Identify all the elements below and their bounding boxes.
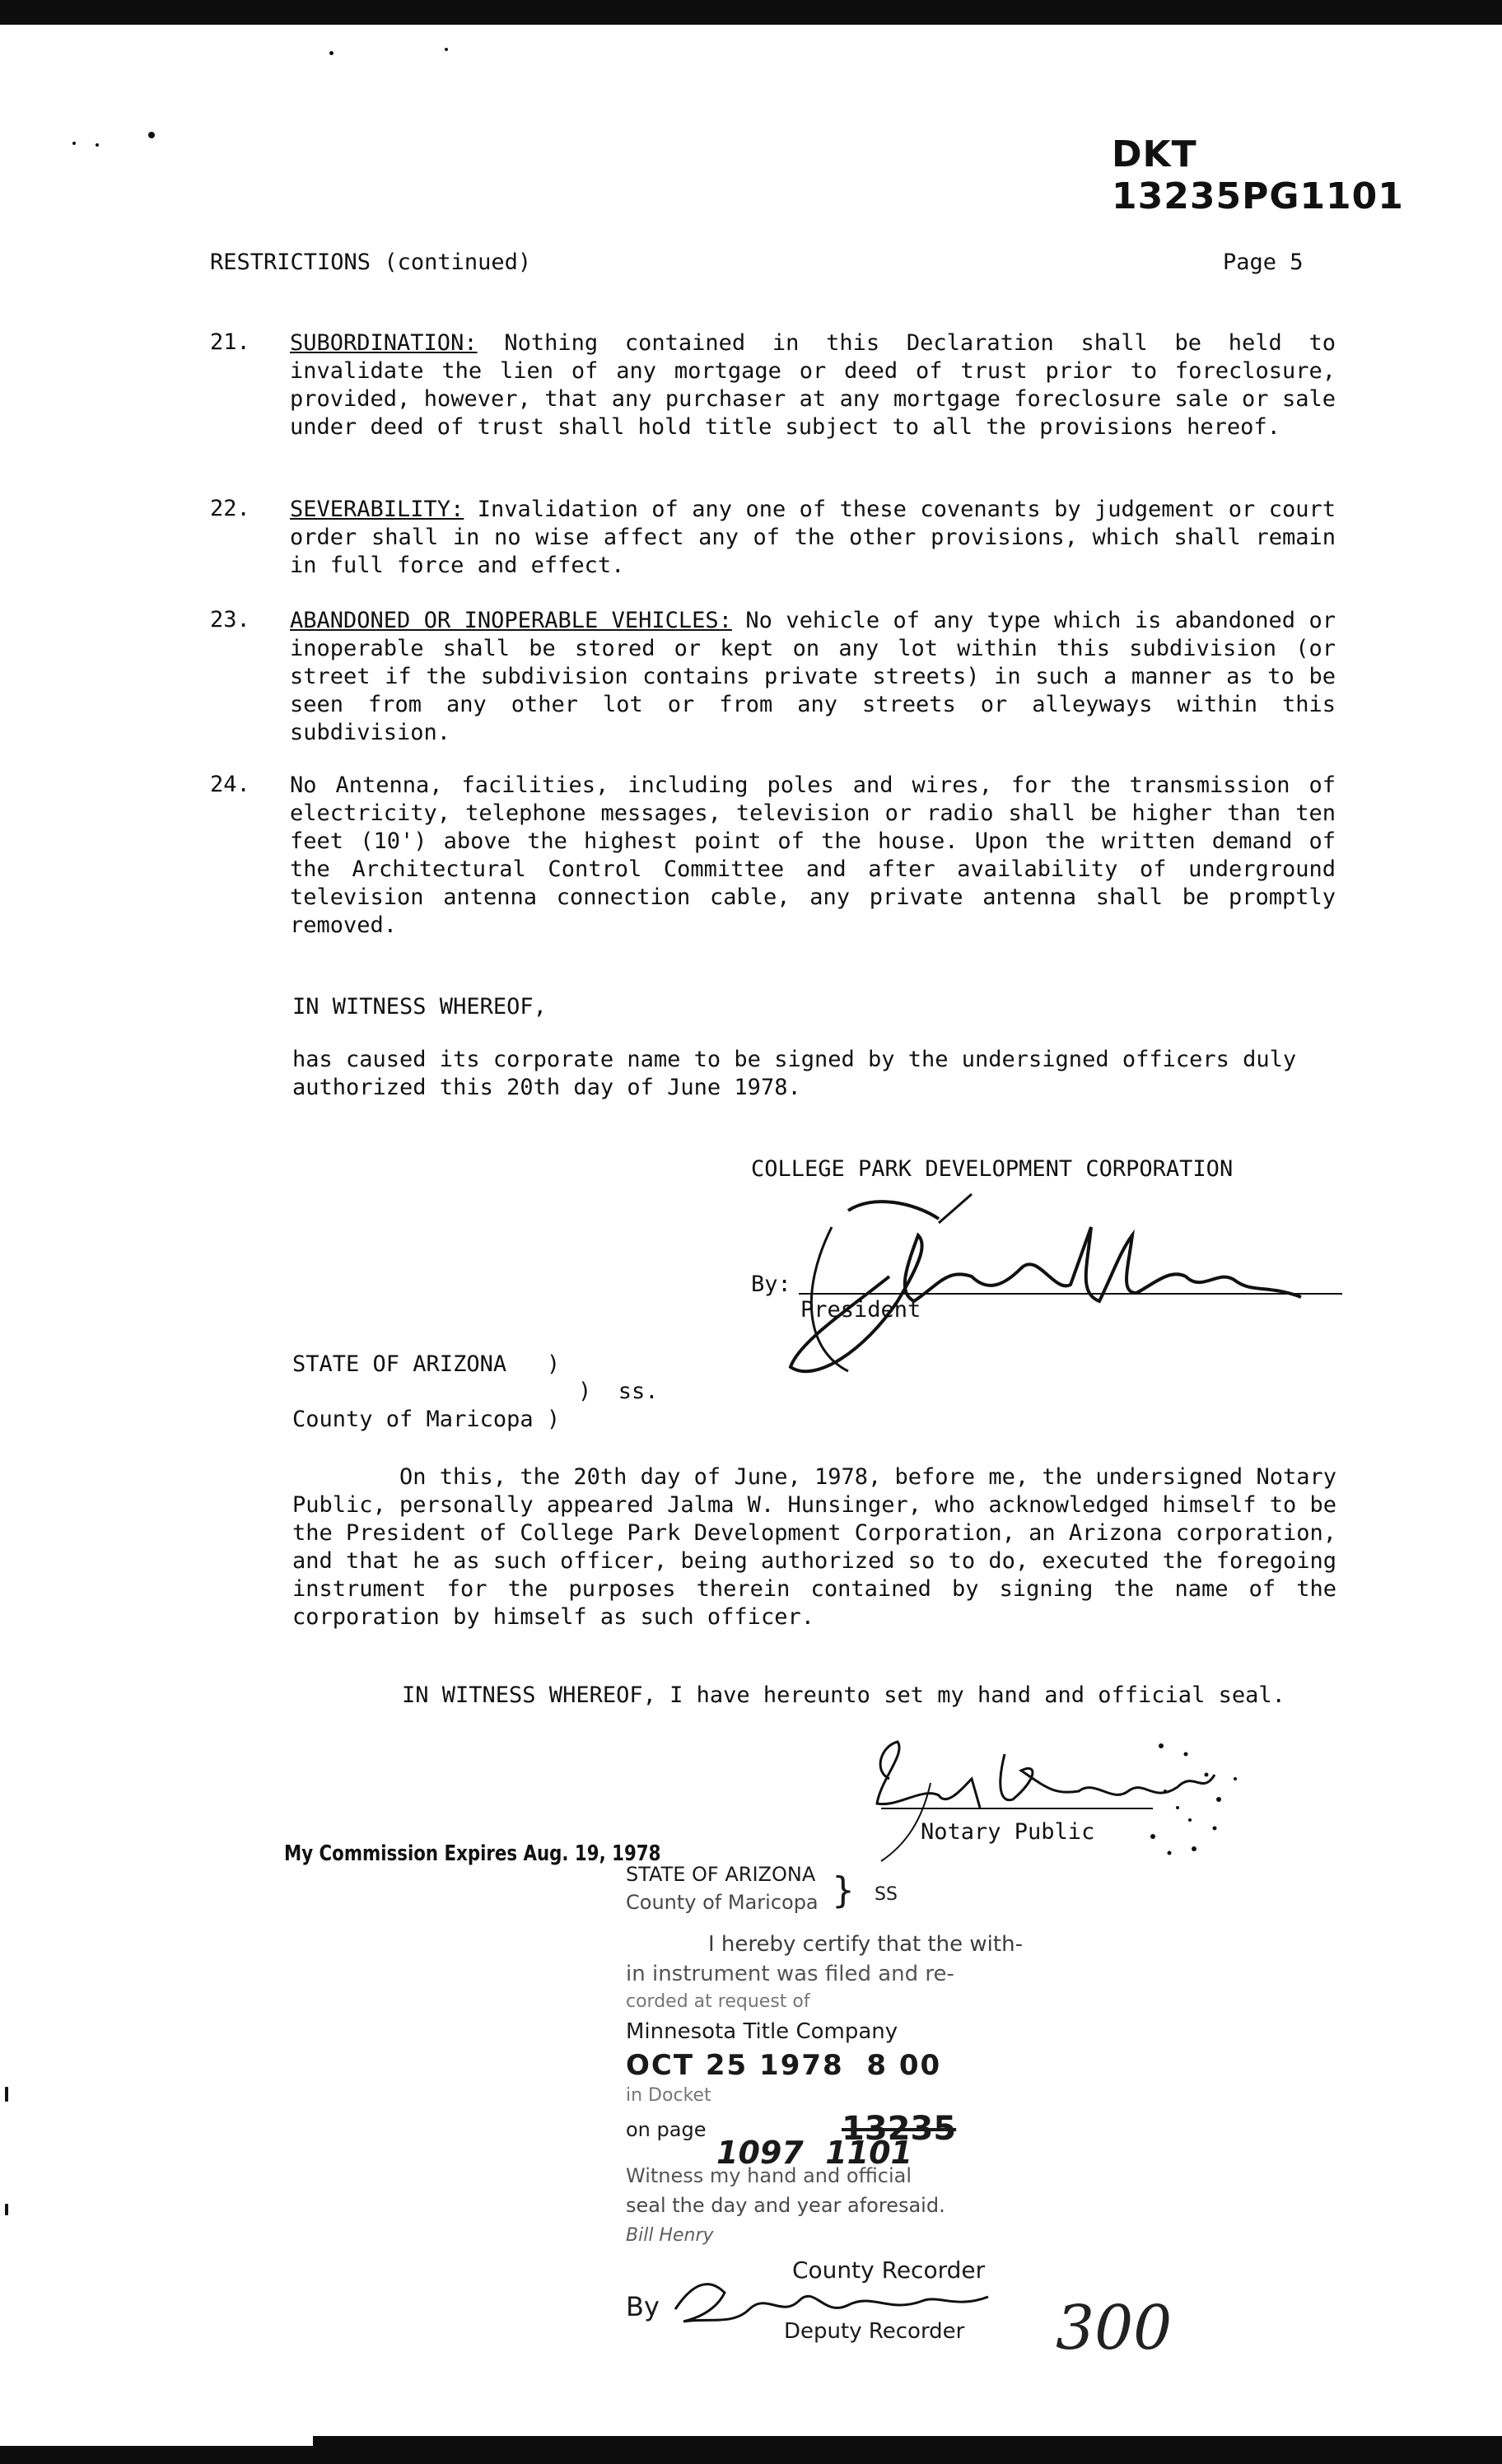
county-recorder-label: County Recorder [792,2256,986,2284]
recorder-name: Bill Henry [626,2225,714,2246]
venue-state: STATE OF ARIZONA ) [292,1351,561,1377]
item-paragraph [290,329,1336,441]
title-company: Minnesota Title Company [626,2019,898,2044]
item-number: 21. [210,329,250,355]
recording-brace: } [832,1869,855,1911]
recording-ss: SS [875,1884,898,1905]
notary-signature-line [881,1808,1153,1809]
item-text: Nothing contained in this Declaration shall be held to invalidate the lien of any mortgage or deed of trust prior to foreclosure, provided, however, that any purchaser at any mortgage foreclosure sale or sale under deed of trust shall hold title subject to all the provisions hereof. [290,330,1336,440]
recording-line: in Docket [626,2085,711,2106]
deputy-recorder-label: Deputy Recorder [784,2319,965,2344]
notary-witness-line: IN WITNESS WHEREOF, I have hereunto set my hand and official seal. [402,1682,1285,1708]
page-number: Page 5 [1223,250,1304,275]
recording-line: corded at request of [626,1991,810,2012]
scan-speck [5,2087,8,2102]
item-paragraph [290,496,1336,580]
recording-state: STATE OF ARIZONA [626,1863,816,1886]
scan-speck [5,2204,8,2215]
recording-date-stamp: OCT 25 1978 8 00 [626,2049,942,2082]
commission-expiration: My Commission Expires Aug. 19, 1978 [284,1841,661,1866]
witness-text: has caused its corporate name to be signed by the undersigned officers duly authorized this 20th day of June 1978. [292,1047,1297,1100]
scan-edge-bottom-left [0,2446,313,2464]
item-text: Invalidation of any one of these covenants by judgement or court order shall in no wise affect any of the other provisions, which shall remain in full force and effect. [290,497,1336,578]
signer-title: President [800,1297,921,1323]
acknowledgment-paragraph: On this, the 20th day of June, 1978, before me, the undersigned Notary Public, personally appeared Jalma W. Hunsinger, who acknowledged himself to be the President of College Park Development Corporation, an Arizona corporation, and that he as such officer, being authorized so to do, executed the foregoing instrument for the purposes therein contained by signing the name of the corporation by himself as such officer. [292,1464,1336,1630]
item-label: SUBORDINATION: [290,330,478,356]
handwritten-number: 300 [1056,2293,1173,2364]
scan-edge-bottom [313,2436,1502,2464]
signed-by-label: By: [751,1272,791,1297]
item-text: No Antenna, facilities, including poles and wires, for the transmission of electricity, telephone messages, television or radio shall be higher than ten feet (10') above the highest point of the house. Upon the written demand of the Architectural Control Committee and after availability of underground television antenna connection cable, any private antenna shall be promptly removed. [290,772,1336,938]
docket-stamp: DKT 13235PG1101 [1112,133,1404,217]
company-name: COLLEGE PARK DEVELOPMENT CORPORATION [751,1156,1234,1182]
notary-seal [1128,1729,1293,1886]
item-label: ABANDONED OR INOPERABLE VEHICLES: [290,608,732,633]
scan-speck [72,142,76,145]
section-header: RESTRICTIONS (continued) [210,250,532,275]
recording-line: seal the day and year aforesaid. [626,2194,945,2217]
recording-line: I hereby certify that the with- [708,1932,1023,1957]
recording-line: on page [626,2118,707,2141]
signature-line [799,1293,1342,1295]
recording-by-label: By [626,2291,660,2322]
item-number: 24. [210,772,250,797]
item-paragraph [290,772,1336,940]
recording-line: Witness my hand and official [626,2164,912,2187]
venue-county: County of Maricopa ) [292,1407,561,1432]
scan-speck [445,48,448,51]
item-text: No vehicle of any type which is abandoned or inoperable shall be stored or kept on any lot within this subdivision (or street if the subdivision contains private streets) in such a manner as to be seen from any other lot or from any streets or alleyways within this subdivision. [290,608,1336,745]
scan-speck [148,132,155,138]
docket-number: 13235 [842,2110,957,2148]
witness-heading: IN WITNESS WHEREOF, [292,994,547,1020]
item-number: 22. [210,496,250,521]
notary-title: Notary Public [921,1819,1095,1845]
scan-speck [96,143,99,147]
item-number: 23. [210,607,250,632]
page-number-handwritten: 1097 1101 [716,2135,912,2171]
scan-edge-top [0,0,1502,25]
item-paragraph [290,607,1336,747]
venue-ss: ) ss. [578,1379,659,1404]
item-label: SEVERABILITY: [290,497,464,522]
recording-line: in instrument was filed and re- [626,1962,954,1986]
scan-speck [329,51,334,55]
deputy-signature [659,2260,1021,2334]
recording-county: County of Maricopa [626,1891,819,1914]
